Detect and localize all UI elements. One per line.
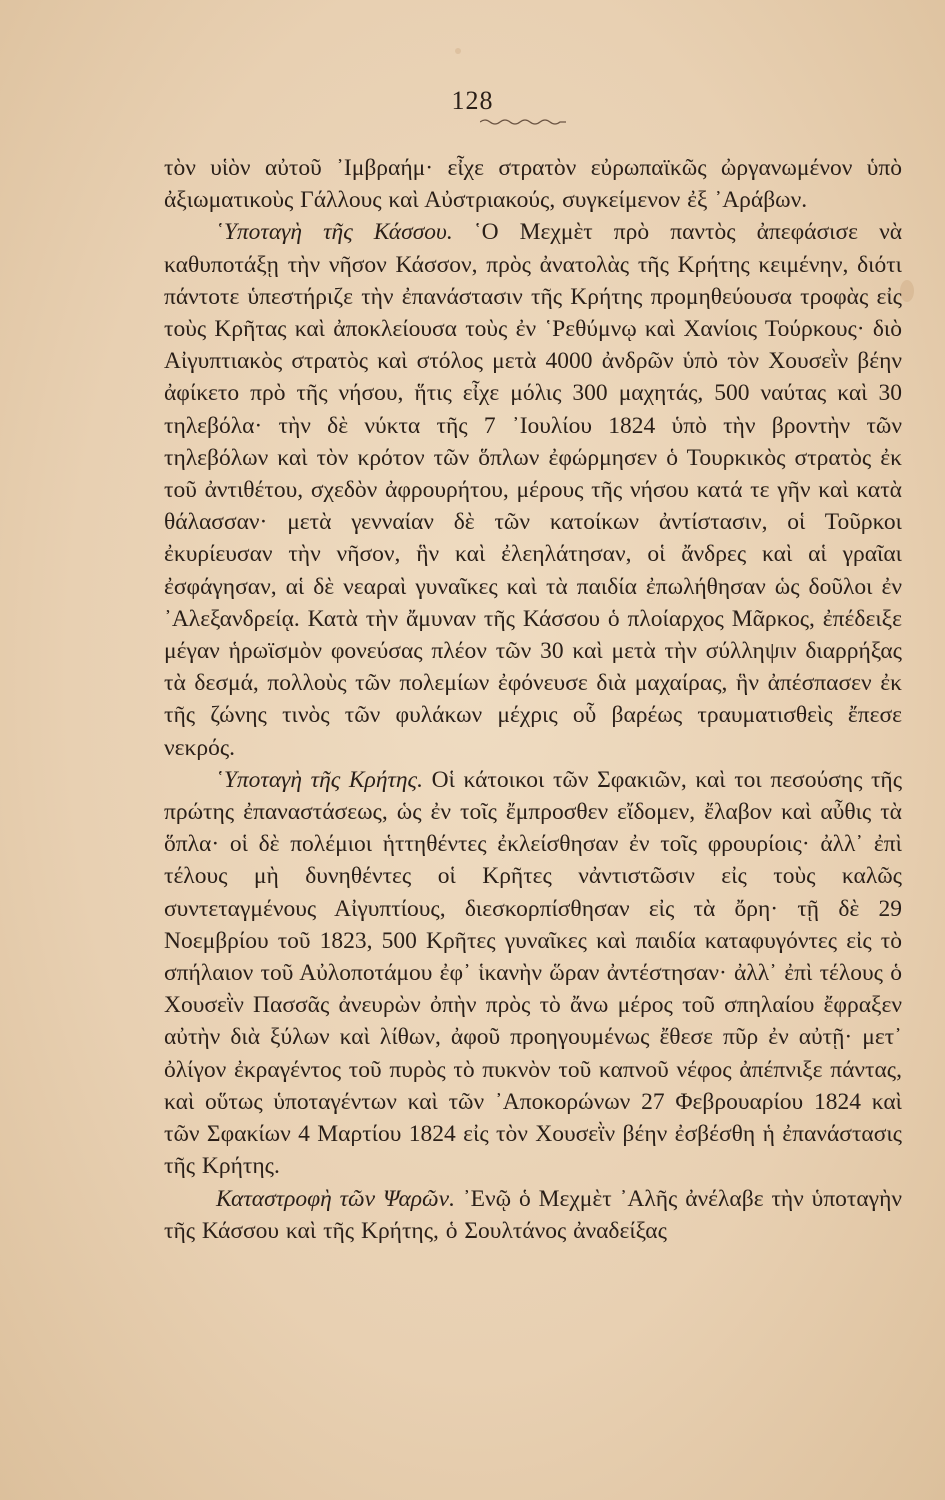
paragraph-crete (164, 764, 902, 1183)
section-heading-crete: ῾Υποταγὴ τῆς Κρήτης. (216, 766, 423, 793)
paragraph-kasos (164, 216, 902, 763)
paragraph-text: ᾿Ενῷ ὁ Μεχμὲτ ᾿Αλῆς ἀνέλαβε τὴν ὑποταγὴν τῆς Κάσσου καὶ τῆς Κρήτης, ὁ Σουλτάνος ἀναδείξας (164, 1185, 902, 1244)
paper-stain-2 (455, 48, 461, 54)
page-number-ornament (480, 118, 566, 126)
paragraph-intro (164, 152, 902, 216)
paper-stain-1 (900, 280, 914, 302)
paragraph-text: τὸν υἱὸν αὐτοῦ ᾿Ιμβραήμ· εἶχε στρατὸν εὐρωπαϊκῶς ὠργανωμένον ὑπὸ ἀξιωματικοὺς Γάλλους καὶ Αὐστριακούς, συγκείμενον ἐξ ᾿Αράβων. (164, 155, 902, 214)
paragraph-text: Οἱ κάτοικοι τῶν Σφακιῶν, καὶ τοι πεσούσης τῆς πρώτης ἐπαναστάσεως, ὡς ἐν τοῖς ἔμπροσθεν εἴδομεν, ἔλαβον καὶ αὖθις τὰ ὅπλα· οἱ δὲ πολέμιοι ἡττηθέντες ἐκλείσθησαν ἐν τοῖς φρουρίοις· ἀλλ᾿ ἐπὶ τέλους μὴ δυνηθέντες οἱ Κρῆτες νἀντιστῶσιν εἰς τοὺς καλῶς συντεταγμένους Αἰγυπτίους, διεσκορπίσθησαν εἰς τὰ ὄρη· τῇ δὲ 29 Νοεμβρίου τοῦ 1823, 500 Κρῆτες γυναῖκες καὶ παιδία καταφυγόντες εἰς τὸ σπήλαιον τοῦ Αὐλοποτάμου ἐφ᾿ ἱκανὴν ὥραν ἀντέστησαν· ἀλλ᾿ ἐπὶ τέλους ὁ Χουσεῒν Πασσᾶς ἀνευρὼν ὀπὴν πρὸς τὸ ἄνω μέρος τοῦ σπηλαίου ἔφραξεν αὐτὴν διὰ ξύλων καὶ λίθων, ἀφοῦ προηγουμένως ἔθεσε πῦρ ἐν αὐτῇ· μετ᾿ ὀλίγον ἐκραγέντος τοῦ πυρὸς τὸ πυκνὸν τοῦ καπνοῦ νέφος ἀπέπνιξε πάντας, καὶ οὕτως ὑποταγέντων καὶ τῶν ᾿Αποκορώνων 27 Φεβρουαρίου 1824 καὶ τῶν Σφακίων 4 Μαρτίου 1824 εἰς τὸν Χουσεῒν βέην ἐσβέσθη ἡ ἐπανάστασις τῆς Κρήτης. (164, 766, 903, 1180)
section-heading-kasos: ῾Υποταγὴ τῆς Κάσσου. (216, 219, 453, 246)
paragraph-psara (164, 1183, 902, 1247)
page-number: 128 (451, 86, 494, 115)
page-text (164, 152, 902, 1247)
paragraph-text: ῾Ο Μεχμὲτ πρὸ παντὸς ἀπεφάσισε νὰ καθυποτάξῃ τὴν νῆσον Κάσσον, πρὸς ἀνατολὰς τῆς Κρήτης κειμένην, διότι πάντοτε ὑπεστήριζε τὴν ἐπανάστασιν τῆς Κρήτης προμηθεύουσα τροφὰς εἰς τοὺς Κρῆτας καὶ ἀποκλείουσα τοὺς ἐν ῾Ρεθύμνῳ καὶ Χανίοις Τούρκους· διὸ Αἰγυπτιακὸς στρατὸς καὶ στόλος μετὰ 4000 ἀνδρῶν ὑπὸ τὸν Χουσεῒν βέην ἀφίκετο πρὸ τῆς νήσου, ἥτις εἶχε μόλις 300 μαχητάς, 500 ναύτας καὶ 30 τηλεβόλα· τὴν δὲ νύκτα τῆς 7 ᾿Ιουλίου 1824 ὑπὸ τὴν βροντὴν τῶν τηλεβόλων καὶ τὸν κρότον τῶν ὅπλων ἐφώρμησεν ὁ Τουρκικὸς στρατὸς ἐκ τοῦ ἀντιθέτου, σχεδὸν ἀφρουρήτου, μέρους τῆς νήσου κατά τε γῆν καὶ κατὰ θάλασσαν· μετὰ γενναίαν δὲ τῶν κατοίκων ἀντίστασιν, οἱ Τοῦρκοι ἐκυρίευσαν τὴν νῆσον, ἣν καὶ ἐλεηλάτησαν, οἱ ἄνδρες καὶ αἱ γραῖαι ἐσφάγησαν, αἱ δὲ νεαραὶ γυναῖκες καὶ τὰ παιδία ἐπωλήθησαν ὡς δοῦλοι ἐν ᾿Αλεξανδρείᾳ. Κατὰ τὴν ἄμυναν τῆς Κάσσου ὁ πλοίαρχος Μᾶρκος, ἐπέδειξε μέγαν ἡρωϊσμὸν φονεύσας πλέον τῶν 30 καὶ μετὰ τὴν σύλληψιν διαρρήξας τὰ δεσμά, πολλοὺς τῶν πολεμίων ἐφόνευσε διὰ μαχαίρας, ἣν ἀπέσπασεν ἐκ τῆς ζώνης τινὸς τῶν φυλάκων μέχρις οὗ βαρέως τραυματισθεὶς ἔπεσε νεκρός. (164, 219, 903, 761)
section-heading-psara: Καταστροφὴ τῶν Ψαρῶν. (216, 1185, 455, 1212)
